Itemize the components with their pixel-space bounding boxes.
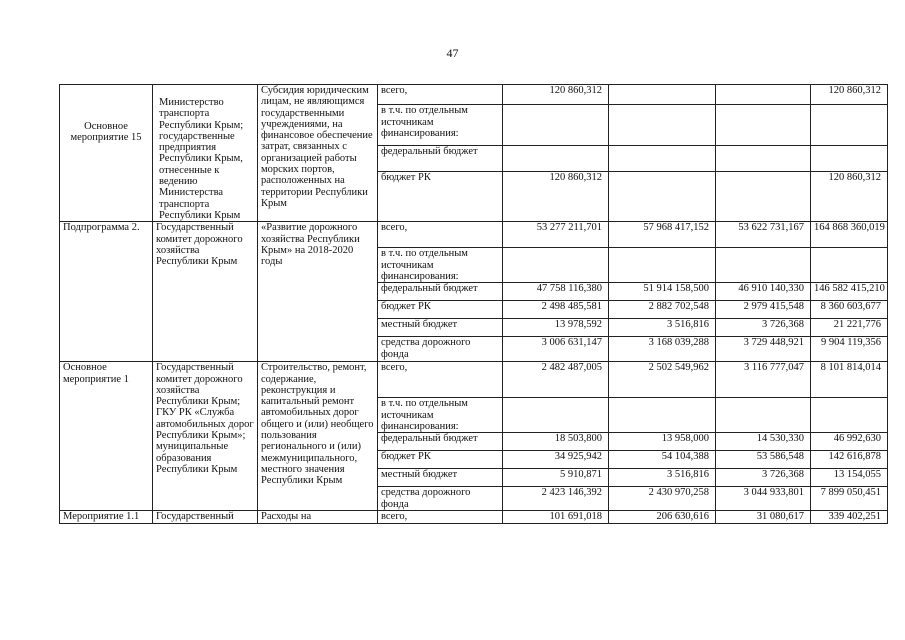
value-cell: 3 516,816 bbox=[609, 319, 716, 337]
executor-cell: Министерство транспорта Республики Крым; государственные предприятия Республики Крым, отнесенные к ведению Министерства транспорта Республики Крым bbox=[153, 85, 258, 222]
value-cell bbox=[716, 172, 811, 222]
value-cell: 2 502 549,962 bbox=[609, 362, 716, 398]
source-cell: местный бюджет bbox=[378, 469, 503, 487]
item-name-cell: Подпрограмма 2. bbox=[60, 222, 153, 362]
item-name-cell: Основное мероприятие 15 bbox=[60, 85, 153, 222]
total-cell: 13 154,055 bbox=[811, 469, 888, 487]
table-row bbox=[60, 362, 888, 398]
description-cell: Строительство, ремонт, содержание, реконструкция и капитальный ремонт автомобильных дорог общего и (или) необщего пользования регионального и (или) межмуниципального, местного значения Республики Крым bbox=[258, 362, 378, 511]
source-cell: бюджет РК bbox=[378, 451, 503, 469]
source-cell: всего, bbox=[378, 510, 503, 523]
source-cell: в т.ч. по отдельным источникам финансирования: bbox=[378, 398, 503, 433]
value-cell: 2 882 702,548 bbox=[609, 301, 716, 319]
total-cell: 146 582 415,210 bbox=[811, 283, 888, 301]
value-cell bbox=[609, 398, 716, 433]
value-cell: 13 958,000 bbox=[609, 433, 716, 451]
value-cell bbox=[503, 248, 609, 283]
total-cell: 7 899 050,451 bbox=[811, 487, 888, 511]
source-cell: федеральный бюджет bbox=[378, 283, 503, 301]
value-cell: 206 630,616 bbox=[609, 510, 716, 523]
source-cell: федеральный бюджет bbox=[378, 146, 503, 172]
source-cell: в т.ч. по отдельным источникам финансирования: bbox=[378, 248, 503, 283]
value-cell: 3 006 631,147 bbox=[503, 337, 609, 362]
value-cell: 3 168 039,288 bbox=[609, 337, 716, 362]
value-cell: 31 080,617 bbox=[716, 510, 811, 523]
table-row bbox=[60, 222, 888, 248]
executor-cell: Государственный bbox=[153, 510, 258, 523]
value-cell: 51 914 158,500 bbox=[609, 283, 716, 301]
total-cell: 8 360 603,677 bbox=[811, 301, 888, 319]
value-cell bbox=[503, 146, 609, 172]
source-cell: федеральный бюджет bbox=[378, 433, 503, 451]
item-name-cell: Мероприятие 1.1 bbox=[60, 510, 153, 523]
executor-cell: Государственный комитет дорожного хозяйства Республики Крым; ГКУ РК «Служба автомобильных дорог Республики Крым»; муниципальные образования Республики Крым bbox=[153, 362, 258, 511]
value-cell: 53 586,548 bbox=[716, 451, 811, 469]
value-cell bbox=[716, 85, 811, 105]
source-cell: в т.ч. по отдельным источникам финансирования: bbox=[378, 105, 503, 146]
total-cell bbox=[811, 248, 888, 283]
value-cell bbox=[716, 248, 811, 283]
value-cell bbox=[609, 105, 716, 146]
value-cell bbox=[716, 398, 811, 433]
value-cell: 2 498 485,581 bbox=[503, 301, 609, 319]
value-cell: 3 729 448,921 bbox=[716, 337, 811, 362]
value-cell: 2 482 487,005 bbox=[503, 362, 609, 398]
total-cell: 21 221,776 bbox=[811, 319, 888, 337]
description-cell: Субсидия юридическим лицам, не являющимся государственными учреждениями, на финансовое обеспечение затрат, связанных с организацией работы морских портов, расположенных на территории Республики Крым bbox=[258, 85, 378, 222]
budget-table bbox=[59, 84, 888, 524]
value-cell: 101 691,018 bbox=[503, 510, 609, 523]
value-cell: 3 726,368 bbox=[716, 319, 811, 337]
value-cell: 53 622 731,167 bbox=[716, 222, 811, 248]
value-cell: 2 430 970,258 bbox=[609, 487, 716, 511]
description-cell: «Развитие дорожного хозяйства Республики Крым» на 2018-2020 годы bbox=[258, 222, 378, 362]
source-cell: всего, bbox=[378, 85, 503, 105]
value-cell bbox=[716, 146, 811, 172]
total-cell bbox=[811, 105, 888, 146]
total-cell: 120 860,312 bbox=[811, 85, 888, 105]
value-cell: 3 516,816 bbox=[609, 469, 716, 487]
source-cell: всего, bbox=[378, 222, 503, 248]
total-cell: 164 868 360,019 bbox=[811, 222, 888, 248]
value-cell bbox=[609, 85, 716, 105]
source-cell: местный бюджет bbox=[378, 319, 503, 337]
value-cell: 2 423 146,392 bbox=[503, 487, 609, 511]
value-cell: 3 044 933,801 bbox=[716, 487, 811, 511]
source-cell: бюджет РК bbox=[378, 301, 503, 319]
value-cell: 5 910,871 bbox=[503, 469, 609, 487]
value-cell: 120 860,312 bbox=[503, 172, 609, 222]
source-cell: средства дорожного фонда bbox=[378, 337, 503, 362]
value-cell bbox=[609, 172, 716, 222]
total-cell: 9 904 119,356 bbox=[811, 337, 888, 362]
value-cell bbox=[609, 146, 716, 172]
value-cell: 18 503,800 bbox=[503, 433, 609, 451]
total-cell bbox=[811, 146, 888, 172]
total-cell: 46 992,630 bbox=[811, 433, 888, 451]
value-cell: 53 277 211,701 bbox=[503, 222, 609, 248]
table-row bbox=[60, 510, 888, 523]
page-number: 47 bbox=[446, 46, 459, 60]
table-row bbox=[60, 85, 888, 105]
value-cell: 47 758 116,380 bbox=[503, 283, 609, 301]
value-cell bbox=[609, 248, 716, 283]
value-cell: 3 116 777,047 bbox=[716, 362, 811, 398]
source-cell: средства дорожного фонда bbox=[378, 487, 503, 511]
value-cell: 34 925,942 bbox=[503, 451, 609, 469]
executor-cell: Государственный комитет дорожного хозяйства Республики Крым bbox=[153, 222, 258, 362]
total-cell: 8 101 814,014 bbox=[811, 362, 888, 398]
value-cell: 3 726,368 bbox=[716, 469, 811, 487]
value-cell: 14 530,330 bbox=[716, 433, 811, 451]
value-cell: 46 910 140,330 bbox=[716, 283, 811, 301]
value-cell bbox=[503, 105, 609, 146]
total-cell: 142 616,878 bbox=[811, 451, 888, 469]
value-cell: 13 978,592 bbox=[503, 319, 609, 337]
total-cell bbox=[811, 398, 888, 433]
value-cell: 54 104,388 bbox=[609, 451, 716, 469]
value-cell bbox=[716, 105, 811, 146]
item-name-cell: Основное мероприятие 1 bbox=[60, 362, 153, 511]
value-cell: 120 860,312 bbox=[503, 85, 609, 105]
source-cell: всего, bbox=[378, 362, 503, 398]
total-cell: 120 860,312 bbox=[811, 172, 888, 222]
value-cell bbox=[503, 398, 609, 433]
source-cell: бюджет РК bbox=[378, 172, 503, 222]
total-cell: 339 402,251 bbox=[811, 510, 888, 523]
value-cell: 2 979 415,548 bbox=[716, 301, 811, 319]
description-cell: Расходы на bbox=[258, 510, 378, 523]
value-cell: 57 968 417,152 bbox=[609, 222, 716, 248]
